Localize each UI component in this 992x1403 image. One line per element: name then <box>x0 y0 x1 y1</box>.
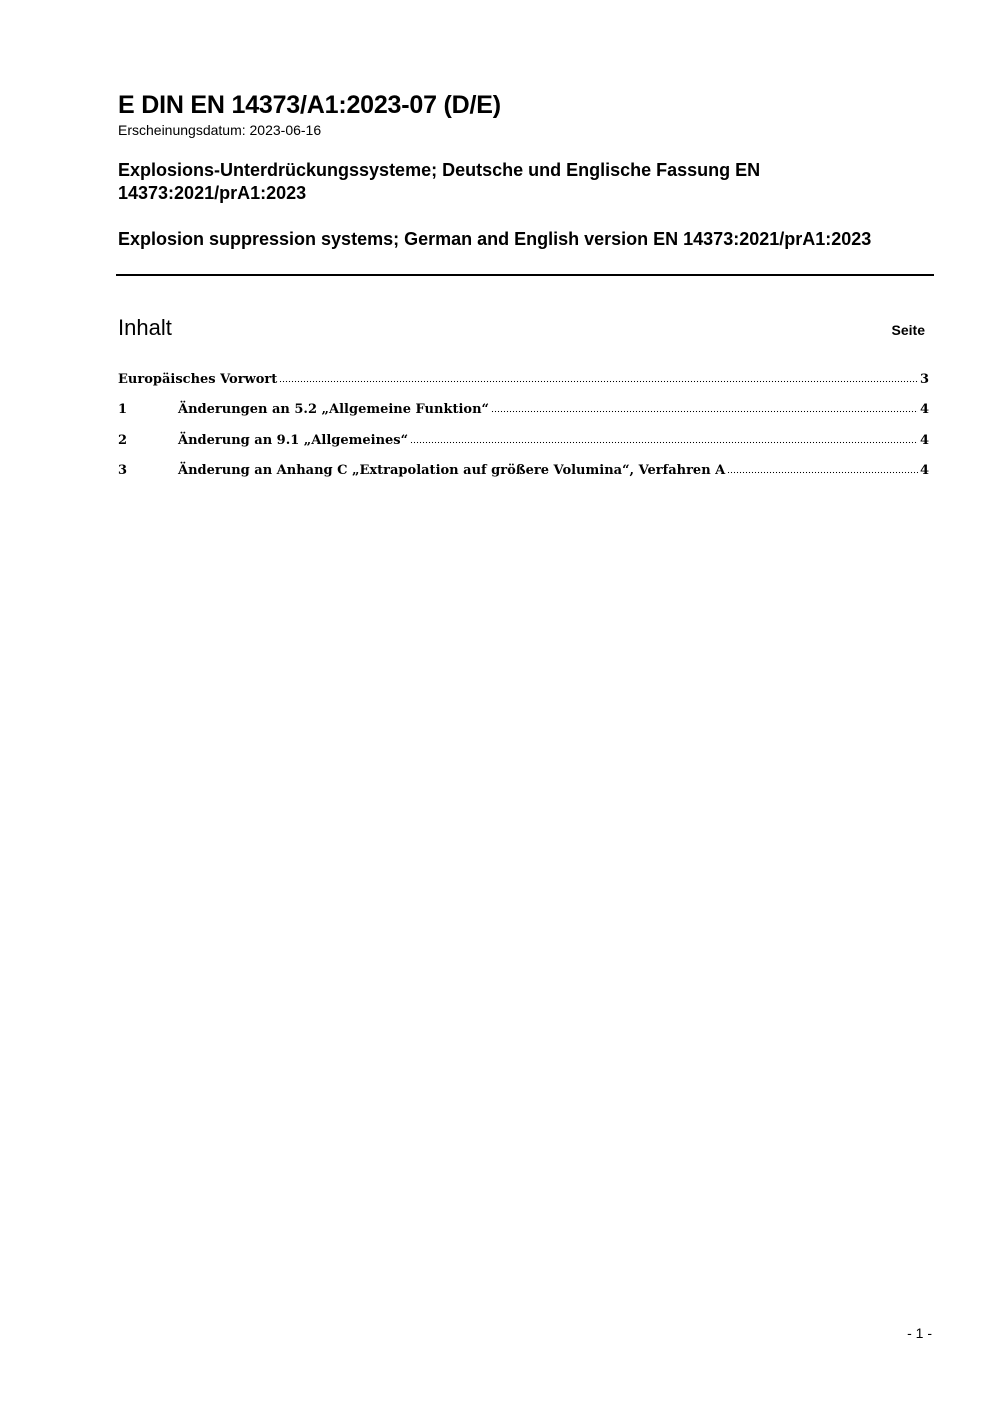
toc-entry-page: 4 <box>919 463 929 478</box>
toc-entry[interactable] <box>118 433 929 453</box>
toc-entry-number: 3 <box>118 463 128 478</box>
toc-heading: Inhalt <box>118 315 172 340</box>
toc-leader-dots <box>727 471 918 474</box>
page-number: - 1 - <box>907 1325 932 1341</box>
toc-entry-page: 4 <box>919 433 929 448</box>
toc-entry[interactable] <box>118 402 929 422</box>
publication-date: Erscheinungsdatum: 2023-06-16 <box>118 122 322 138</box>
toc-entry-title: Änderung an Anhang C „Extrapolation auf größere Volumina“, Verfahren A <box>178 463 726 478</box>
toc-entry-page: 4 <box>919 402 929 417</box>
title-english: Explosion suppression systems; German and English version EN 14373:2021/prA1:2023 <box>118 229 872 249</box>
toc-entry-page: 3 <box>919 372 929 387</box>
toc-page-column-label: Seite <box>891 322 925 338</box>
toc-entry-title: Europäisches Vorwort <box>118 372 278 387</box>
toc-leader-dots <box>491 410 918 413</box>
toc-entry[interactable] <box>118 463 929 483</box>
toc-leader-dots <box>279 380 918 383</box>
toc-entry-title: Änderung an 9.1 „Allgemeines“ <box>178 433 409 448</box>
document-id: E DIN EN 14373/A1:2023-07 (D/E) <box>118 91 501 119</box>
toc-leader-dots <box>410 441 918 444</box>
title-german: Explosions-Unterdrückungssysteme; Deutsche und Englische Fassung EN 14373:2021/prA1:2023 <box>118 160 761 203</box>
header-divider <box>116 274 934 276</box>
toc-entry-title: Änderungen an 5.2 „Allgemeine Funktion“ <box>178 402 490 417</box>
toc-entry-number: 2 <box>118 433 128 448</box>
toc-entry-number: 1 <box>118 402 128 417</box>
toc-entry[interactable] <box>118 372 929 392</box>
